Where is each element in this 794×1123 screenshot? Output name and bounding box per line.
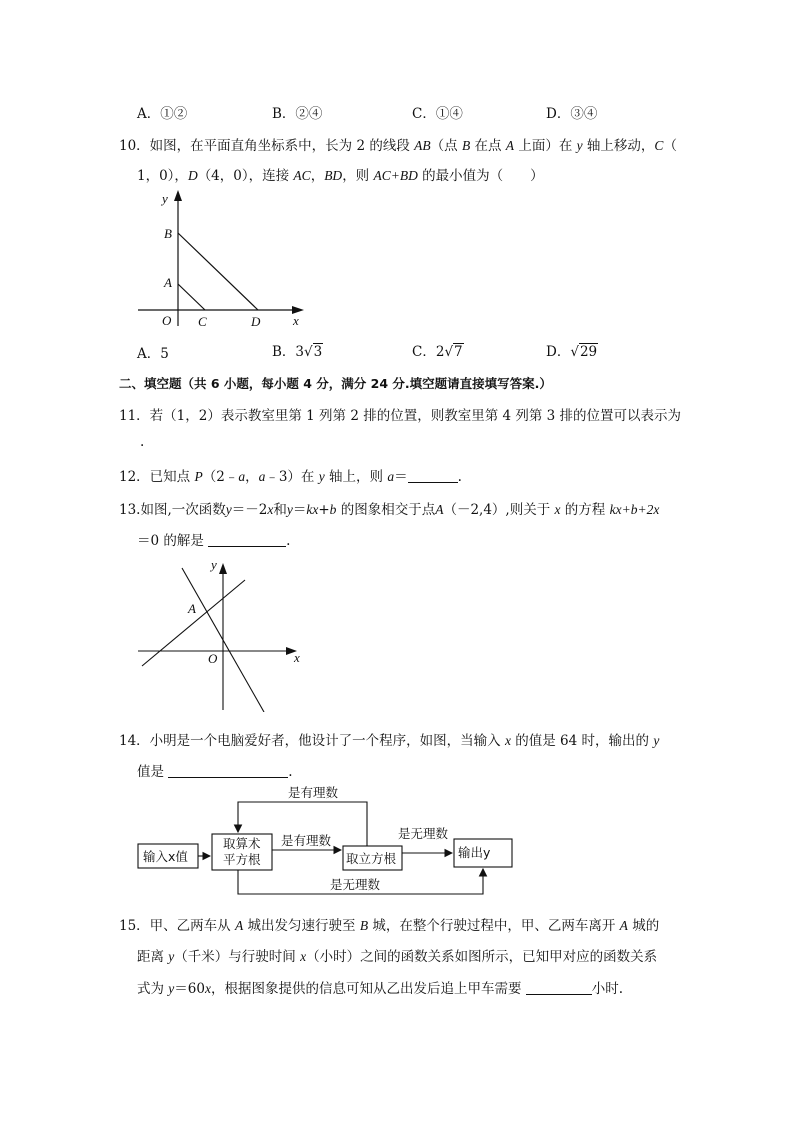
q13-line-kx-b (142, 580, 245, 666)
q11-line1: 11．若（1，2）表示教室里第 1 列第 2 排的位置，则教室里第 4 列第 3 排的位置可以表示为 (119, 408, 682, 424)
q10-line1: 10．如图，在平面直角坐标系中，长为 2 的线段 AB（点 B 在点 A 上面）在 y 轴上移动，C（ (119, 138, 677, 154)
q10-option-b: B．3√3 (272, 344, 323, 360)
fc-label-irrational-bottom: 是无理数 (330, 877, 381, 892)
q10-segment-bd (178, 233, 258, 310)
q10-label-c: C (198, 314, 207, 329)
q10-label-d: D (251, 314, 261, 329)
q12-answer-blank[interactable] (408, 468, 458, 483)
q10-option-c: C．2√7 (412, 344, 463, 360)
fc-cbrt-label: 取立方根 (346, 851, 397, 866)
q15-answer-blank[interactable] (526, 980, 592, 995)
q10-label-o: O (162, 313, 172, 328)
q15-line1: 15．甲、乙两车从 A 城出发匀速行驶至 B 城，在整个行驶过程中，甲、乙两车离开 A 城的 (119, 918, 660, 934)
q15-line2: 距离 y（千米）与行驶时间 x（小时）之间的函数关系如图所示，已知甲对应的函数关系 (137, 949, 658, 965)
fc-label-loop-top: 是有理数 (288, 785, 339, 800)
fc-sqrt-label-2: 平方根 (223, 852, 261, 867)
q13-label-a: A (188, 601, 196, 616)
q10-y-axis-arrow (174, 190, 182, 201)
q10-option-a: A．5 (137, 346, 169, 362)
q10-label-b: B (164, 226, 172, 241)
q15-line3: 式为 y＝60x，根据图象提供的信息可知从乙出发后追上甲车需要 小时. (137, 981, 624, 997)
q11-line2: . (140, 434, 145, 450)
q13-label-x: x (294, 650, 300, 665)
q10-label-y: y (162, 191, 168, 206)
q13-label-y: y (211, 557, 217, 572)
q14-line2: 值是 . (137, 764, 293, 780)
q13-answer-blank[interactable] (208, 532, 286, 547)
q10-label-a: A (164, 275, 172, 290)
q9-option-b: B．②④ (272, 106, 323, 122)
q12-line: 12．已知点 P（2﹣a，a﹣3）在 y 轴上，则 a＝ . (119, 469, 462, 485)
q9-option-a: A．①② (137, 106, 188, 122)
q13-y-axis-arrow (219, 563, 227, 574)
q9-option-d: D．③④ (546, 106, 598, 122)
fc-output-label: 输出y (458, 845, 491, 860)
q13-label-o: O (208, 651, 218, 666)
q14-answer-blank[interactable] (168, 763, 288, 778)
q13-figure (130, 554, 310, 712)
fc-label-rational-mid: 是有理数 (281, 833, 332, 848)
fc-input-label: 输入x值 (143, 849, 188, 864)
q10-figure (130, 186, 320, 334)
q10-segment-ac (178, 284, 205, 310)
fc-sqrt-label-1: 取算术 (223, 836, 261, 851)
section2-heading: 二、填空题（共 6 小题，每小题 4 分，满分 24 分.填空题请直接填写答案.） (119, 376, 552, 391)
q10-label-x: x (293, 313, 299, 328)
q14-line1: 14．小明是一个电脑爱好者，他设计了一个程序，如图，当输入 x 的值是 64 时，输出的 y (119, 733, 660, 749)
fc-label-irrational-right: 是无理数 (398, 826, 449, 841)
q10-option-d: D．√29 (546, 344, 598, 360)
q10-line2: 1，0），D（4，0），连接 AC，BD，则 AC+BD 的最小值为（ ） (137, 168, 544, 184)
q13-line2: ＝0 的解是 . (137, 533, 291, 549)
q13-line1: 13.如图,一次函数y＝－2x和y＝kx+b 的图象相交于点A（－2,4）,则关于 x 的方程 kx+b+2x (119, 502, 660, 518)
q9-option-c: C．①④ (412, 106, 463, 122)
q14-flowchart (130, 784, 520, 898)
